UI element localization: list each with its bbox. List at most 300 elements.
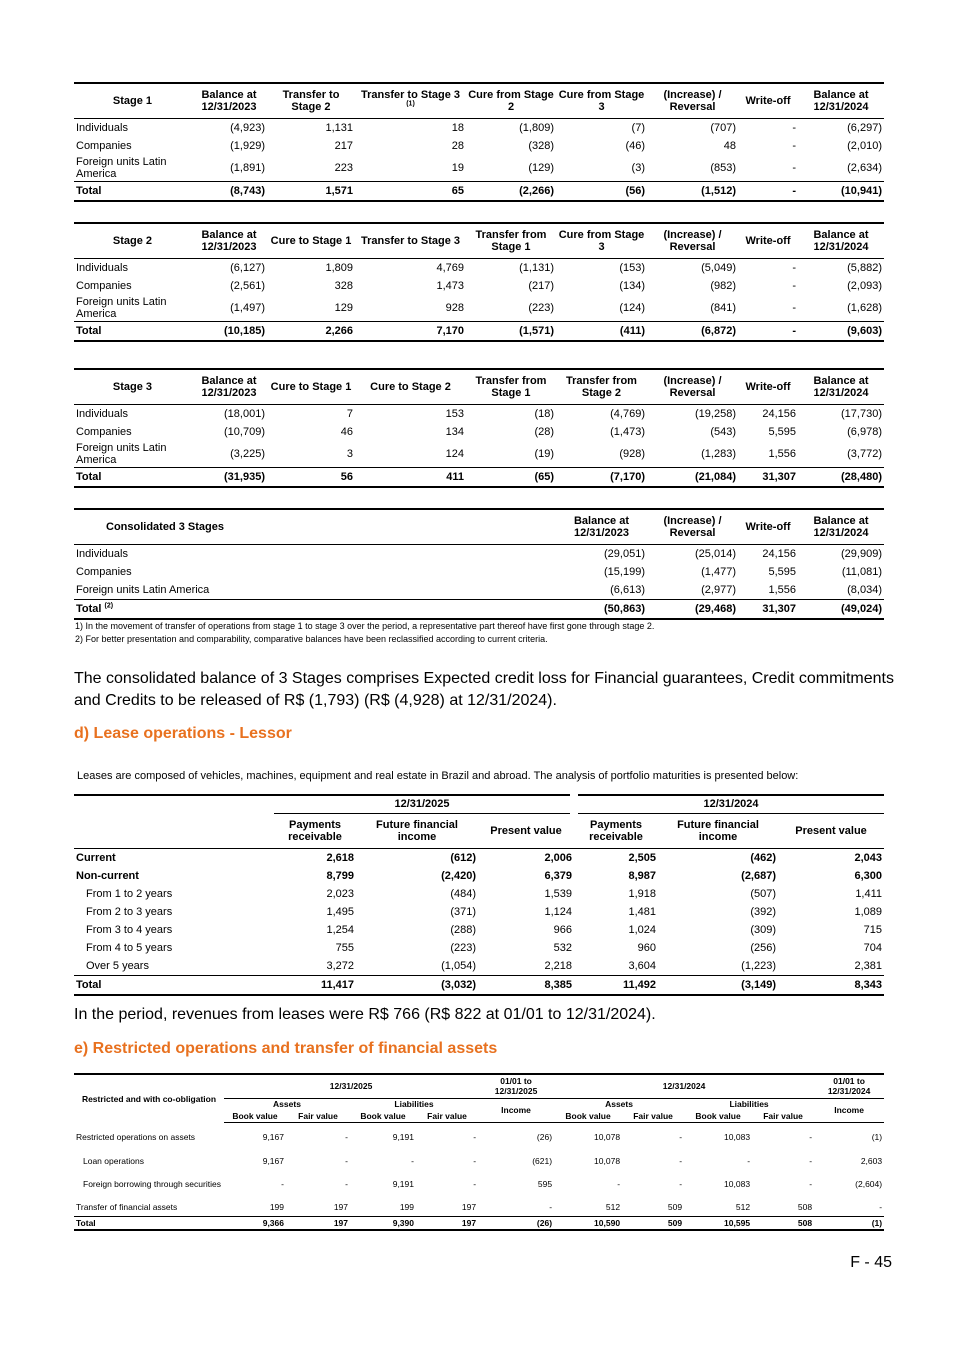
row-label: Foreign units Latin America [76,156,167,180]
table-row [74,119,884,138]
row-label: Non-current [76,869,139,882]
table-cell: (2,604) [855,1179,883,1189]
total-label: Total [74,468,191,488]
table-cell: 10,078 [594,1155,621,1166]
lease-table [74,794,884,996]
table-cell: (4,923) [230,122,265,134]
table-cell: (26) [478,1216,554,1230]
table-cell: 65 [355,182,466,202]
row-label: Over 5 years [86,959,149,972]
heading-restricted-operations: e) Restricted operations and transfer of financial assets [74,1040,498,1057]
table-cell: 9,366 [224,1216,286,1230]
table-cell: (1,929) [230,140,265,152]
fair-value-header: Fair value [286,1110,350,1122]
table-cell: 512 [605,1202,621,1213]
table-cell: 9,167 [262,1155,284,1166]
table-cell: 1,089 [854,905,883,918]
header-cell: Cure to Stage 2 [355,369,466,405]
table-cell: 9,167 [262,1132,284,1143]
table-cell: 199 [269,1202,284,1213]
table-row [74,867,884,885]
table-cell: 24,156 [762,548,796,560]
heading-lease-operations: d) Lease operations - Lessor [74,725,292,742]
header-cell: Present value [778,813,884,848]
table-cell: 6,379 [544,869,573,882]
table-cell: (928) [619,448,645,460]
period-header: 12/31/2025 [329,1081,373,1092]
table-cell: 7,170 [355,322,466,342]
stage3-table [74,368,884,488]
table-cell: (134) [619,280,645,292]
income-period-header: 01/01 to 12/31/2024 [827,1076,871,1097]
lease-intro-text: Leases are composed of vehicles, machines, equipment and real estate in Brazil and abroad. The analysis of portfolio maturities is presented below: [77,770,799,782]
header-cell: Transfer to Stage 3 [355,223,466,259]
table-row [74,885,884,903]
table-cell: 56 [267,468,355,488]
table-cell: (10,185) [191,322,267,342]
table-cell: (56) [556,182,647,202]
header-cell [355,83,466,119]
table-cell: (2,420) [441,869,476,882]
table-cell: 6,300 [854,869,883,882]
table-cell: - [738,322,798,342]
assets-header: Assets [554,1098,684,1110]
table-cell: 3 [346,448,353,460]
row-label: Current [76,851,116,864]
table-row [74,1152,884,1169]
total-label-cell [74,600,556,620]
consolidated-table [74,508,884,620]
period-header: 12/31/2025 [274,795,574,813]
row-label: Loan operations [83,1155,144,1166]
table-cell: 1,473 [436,280,464,292]
period-header: 12/31/2024 [662,1081,706,1092]
table-cell: (853) [710,162,736,174]
table-cell: 704 [863,941,883,954]
book-value-header: Book value [224,1110,286,1122]
income-period-header: 01/01 to 12/31/2025 [494,1076,538,1097]
table-cell: 7 [346,408,353,420]
total-row [74,182,884,202]
table-cell: (28,480) [798,468,884,488]
table-cell: 197 [416,1216,478,1230]
row-label: From 1 to 2 years [86,887,173,900]
total-row [74,600,884,620]
table-cell: - [809,1132,813,1143]
table-cell: 966 [553,923,573,936]
header-cell: Stage 3 [74,369,191,405]
table-cell: 1,024 [628,923,657,936]
table-cell: (2,561) [230,280,265,292]
table-cell: 5,595 [768,566,796,578]
row-label: Transfer of financial assets [76,1202,178,1213]
table-cell: (11,081) [841,566,882,578]
table-cell: (19,258) [695,408,736,420]
table-row [74,848,884,867]
table-cell: - [738,182,798,202]
table-cell: (1) [814,1216,884,1230]
table-cell: (2,266) [466,182,556,202]
table-cell: 1,556 [768,448,796,460]
table-cell: - [549,1202,553,1213]
table-row [74,1122,884,1152]
header-cell: (Increase) / Reversal [647,223,738,259]
table-cell: (21,084) [647,468,738,488]
table-cell: - [345,1179,348,1189]
row-label: Restricted operations on assets [76,1132,196,1142]
header-cell: Present value [478,813,574,848]
table-cell: 10,083 [724,1179,751,1189]
table-cell: (707) [710,122,736,134]
table-cell: - [792,140,796,152]
table-cell: (2,687) [741,869,777,882]
row-label: Individuals [76,548,128,560]
table-row [74,441,884,468]
header-cell: Write-off [738,509,798,545]
table-cell: (49,024) [798,600,884,620]
total-row [74,1216,884,1230]
table-cell: 2,218 [544,959,573,972]
table-cell: - [809,1155,813,1166]
header-cell: Cure from Stage 3 [556,223,647,259]
table-cell: (5,882) [847,262,882,274]
table-cell: (309) [750,923,777,936]
table-cell: 10,078 [594,1132,621,1143]
table-cell: 595 [537,1179,553,1189]
table-cell: 512 [735,1202,751,1213]
table-cell: 134 [445,426,464,438]
table-cell: (8,034) [847,584,882,596]
table-cell: 1,809 [325,262,353,274]
row-label: Foreign units Latin America [76,296,167,320]
table-cell: - [747,1155,751,1166]
table-cell: (462) [750,851,777,864]
table-cell: - [679,1179,683,1189]
table-row [74,155,884,182]
table-cell: 1,918 [628,887,657,900]
table-cell: 223 [334,162,353,174]
table-cell: 532 [553,941,573,954]
table-cell: 1,254 [326,923,354,936]
table-cell: (411) [556,322,647,342]
table-cell: (6,872) [647,322,738,342]
table-cell: (223) [528,302,554,314]
table-cell: 508 [797,1202,813,1213]
table-cell: - [411,1155,414,1166]
table-cell: (124) [619,302,645,314]
table-cell: (371) [450,905,476,918]
total-label: Total [76,603,102,615]
table-cell: 199 [399,1202,414,1213]
table-cell: (3) [631,162,645,174]
table-cell: - [473,1132,477,1143]
table-cell: 8,385 [478,975,574,995]
header-cell: Balance at 12/31/2023 [191,83,267,119]
table-cell: 24,156 [762,408,796,420]
table-cell: (31,935) [191,468,267,488]
table-cell: (223) [450,941,476,954]
table-cell: 197 [461,1202,477,1213]
period-header: 12/31/2024 [574,795,884,813]
table-cell: 46 [340,426,353,438]
income-header: Income [814,1098,884,1122]
table-cell: (3,149) [658,975,778,995]
fair-value-header: Fair value [622,1110,684,1122]
row-label: From 4 to 5 years [86,941,173,954]
table-cell: 1,131 [325,122,353,134]
total-label: Total [74,975,274,995]
table-cell: (7) [631,122,645,134]
row-label: Companies [76,426,132,438]
table-cell: (1,131) [519,262,554,274]
header-cell: Transfer to Stage 2 [267,83,355,119]
table-cell: (50,863) [556,600,647,620]
table-cell: (1,473) [610,426,645,438]
table-cell: 10,083 [724,1132,751,1143]
table-cell: (1) [871,1132,883,1143]
table-cell: 217 [334,140,353,152]
book-value-header: Book value [350,1110,416,1122]
header-cell: Cure to Stage 1 [267,223,355,259]
header-cell: Balance at 12/31/2024 [798,369,884,405]
row-label: Foreign units Latin America [76,584,210,596]
table-cell: (1,891) [230,162,265,174]
table-cell: (6,978) [847,426,882,438]
table-cell: (2,634) [847,162,882,174]
table-cell: - [792,122,796,134]
row-label: Foreign borrowing through securities [83,1179,221,1189]
table-cell: 9,191 [392,1179,414,1189]
table-cell: 2,603 [860,1155,883,1166]
header-cell [74,795,274,813]
table-cell: 2,381 [854,959,883,972]
table-cell: 960 [637,941,657,954]
table-cell: 411 [355,468,466,488]
table-cell: - [345,1155,348,1166]
header-cell: Write-off [738,369,798,405]
total-row [74,322,884,342]
table-cell: 2,618 [326,851,354,864]
table-cell: 28 [451,140,464,152]
table-cell: 755 [335,941,354,954]
paragraph-lease-revenue: In the period, revenues from leases were R$ 766 (R$ 822 at 01/01 to 12/31/2024). [74,1006,656,1023]
footnote-ref: (1) [406,100,415,108]
liabilities-header: Liabilities [350,1098,478,1110]
table-cell: (18,001) [224,408,265,420]
table-cell: (256) [750,941,777,954]
table-cell: (2,093) [847,280,882,292]
header-text: Transfer to Stage 3 [360,89,461,101]
table-cell: (2,010) [847,140,882,152]
restricted-operations-table [74,1073,884,1231]
table-cell: 18 [451,122,464,134]
table-cell: - [792,262,796,274]
table-cell: (1,497) [230,302,265,314]
table-cell: (10,709) [224,426,265,438]
table-cell: 1,571 [267,182,355,202]
table-cell: 509 [622,1216,684,1230]
table-cell: (543) [710,426,736,438]
row-label: Individuals [76,408,128,420]
table-cell: (1,054) [441,959,476,972]
table-cell: - [792,162,796,174]
table-row [74,1169,884,1199]
table-cell: 8,343 [778,975,884,995]
table-cell: 197 [286,1216,350,1230]
table-row [74,563,884,581]
table-cell: (484) [450,887,476,900]
table-cell: (1,571) [466,322,556,342]
fair-value-header: Fair value [416,1110,478,1122]
table-cell: 1,481 [628,905,657,918]
table-cell: (3,225) [230,448,265,460]
header-cell: Future financial income [658,813,778,848]
table-cell: - [792,280,796,292]
table-cell: (1,809) [519,122,554,134]
table-cell: 715 [863,923,883,936]
header-cell: Consolidated 3 Stages [74,509,556,545]
table-cell: (1,477) [701,566,736,578]
header-cell: Restricted and with co-obligation [81,1093,217,1104]
table-cell: (19) [534,448,554,460]
table-cell: - [679,1132,683,1143]
table-row [74,259,884,278]
table-row [74,921,884,939]
header-cell: Transfer from Stage 1 [466,369,556,405]
table-cell: 48 [723,140,736,152]
header-cell: Stage 2 [74,223,191,259]
table-cell: 2,023 [326,887,354,900]
table-cell: (25,014) [695,548,736,560]
header-cell: Write-off [738,223,798,259]
footnote-1: 1) In the movement of transfer of operations from stage 1 to stage 3 over the period, a representative part thereof have first gone through stage 2. [75,621,655,631]
table-cell: (982) [710,280,736,292]
table-cell: 11,492 [574,975,658,995]
table-cell: (5,049) [701,262,736,274]
row-label: Companies [76,140,132,152]
total-label: Total [74,182,191,202]
page-number: F - 45 [850,1254,892,1271]
table-cell: - [679,1155,683,1166]
book-value-header: Book value [554,1110,622,1122]
table-cell: (129) [528,162,554,174]
table-cell: (6,613) [610,584,645,596]
table-cell: (15,199) [604,566,645,578]
row-label: Individuals [76,122,128,134]
table-row [74,137,884,155]
table-cell: - [281,1179,284,1189]
table-cell: (153) [619,262,645,274]
table-cell: (1,628) [847,302,882,314]
footnote-2: 2) For better presentation and comparability, comparative balances have been reclassified according to current criteria. [75,634,548,644]
row-label: Companies [76,280,132,292]
table-cell: (1,223) [741,959,777,972]
table-cell: 9,390 [350,1216,416,1230]
table-cell: 124 [445,448,464,460]
table-cell: 2,505 [628,851,657,864]
table-cell: 1,495 [326,905,354,918]
table-cell: 1,124 [544,905,573,918]
table-cell: (29,468) [647,600,738,620]
table-row [74,939,884,957]
table-row [74,545,884,564]
table-cell: (841) [710,302,736,314]
table-cell: 8,987 [628,869,657,882]
table-cell: 1,411 [855,887,883,900]
table-cell: 197 [333,1202,348,1213]
fair-value-header: Fair value [752,1110,814,1122]
table-cell: (392) [750,905,777,918]
header-cell: Cure from Stage 3 [556,83,647,119]
total-label: Total [74,1216,224,1230]
table-cell: (507) [750,887,777,900]
table-cell: - [809,1179,813,1189]
table-cell: (288) [450,923,476,936]
table-cell: (28) [534,426,554,438]
table-row [74,295,884,322]
table-row [74,903,884,921]
header-cell: Balance at 12/31/2024 [798,509,884,545]
table-cell: - [879,1202,883,1213]
table-cell: (4,769) [610,408,645,420]
table-row [74,405,884,424]
table-cell: 3,604 [628,959,657,972]
total-label: Total [74,322,191,342]
table-cell: 2,006 [544,851,573,864]
header-cell: Balance at 12/31/2023 [191,369,267,405]
header-cell: Balance at 12/31/2024 [798,83,884,119]
table-cell: (3,032) [356,975,478,995]
table-cell: (18) [534,408,554,420]
table-cell: 9,191 [392,1132,414,1143]
table-cell: 1,539 [544,887,573,900]
table-cell: - [473,1179,477,1189]
table-cell: 2,266 [267,322,355,342]
table-cell: 11,417 [274,975,356,995]
paragraph-consolidated: The consolidated balance of 3 Stages comprises Expected credit loss for Financial guarantees, Credit commitments and Credits to be released of R$ (1,793) (R$ (4,928) at 12/31/2024). [74,670,894,709]
table-cell: (1,512) [647,182,738,202]
assets-header: Assets [224,1098,350,1110]
table-row [74,1199,884,1216]
table-row [74,423,884,441]
header-cell: Balance at 12/31/2023 [556,509,647,545]
row-label: Companies [76,566,132,578]
table-cell: - [792,302,796,314]
table-cell: 31,307 [738,600,798,620]
stage2-table [74,222,884,342]
header-cell: Write-off [738,83,798,119]
footnote-ref: (2) [104,602,114,610]
table-cell: 3,272 [326,959,354,972]
table-cell: (29,051) [604,548,645,560]
header-cell: Balance at 12/31/2024 [798,223,884,259]
table-cell: (65) [466,468,556,488]
liabilities-header: Liabilities [684,1098,814,1110]
table-cell: - [617,1179,621,1189]
table-cell: 10,590 [554,1216,622,1230]
table-cell: 10,595 [684,1216,752,1230]
table-cell: (26) [536,1132,553,1143]
table-cell: 2,043 [854,851,883,864]
table-cell: (29,909) [841,548,882,560]
table-cell: 19 [451,162,464,174]
table-cell: (621) [532,1155,553,1166]
table-cell: (46) [625,140,645,152]
table-cell: (10,941) [798,182,884,202]
table-cell: (328) [528,140,554,152]
stage1-table [74,82,884,202]
table-cell: (6,127) [230,262,265,274]
